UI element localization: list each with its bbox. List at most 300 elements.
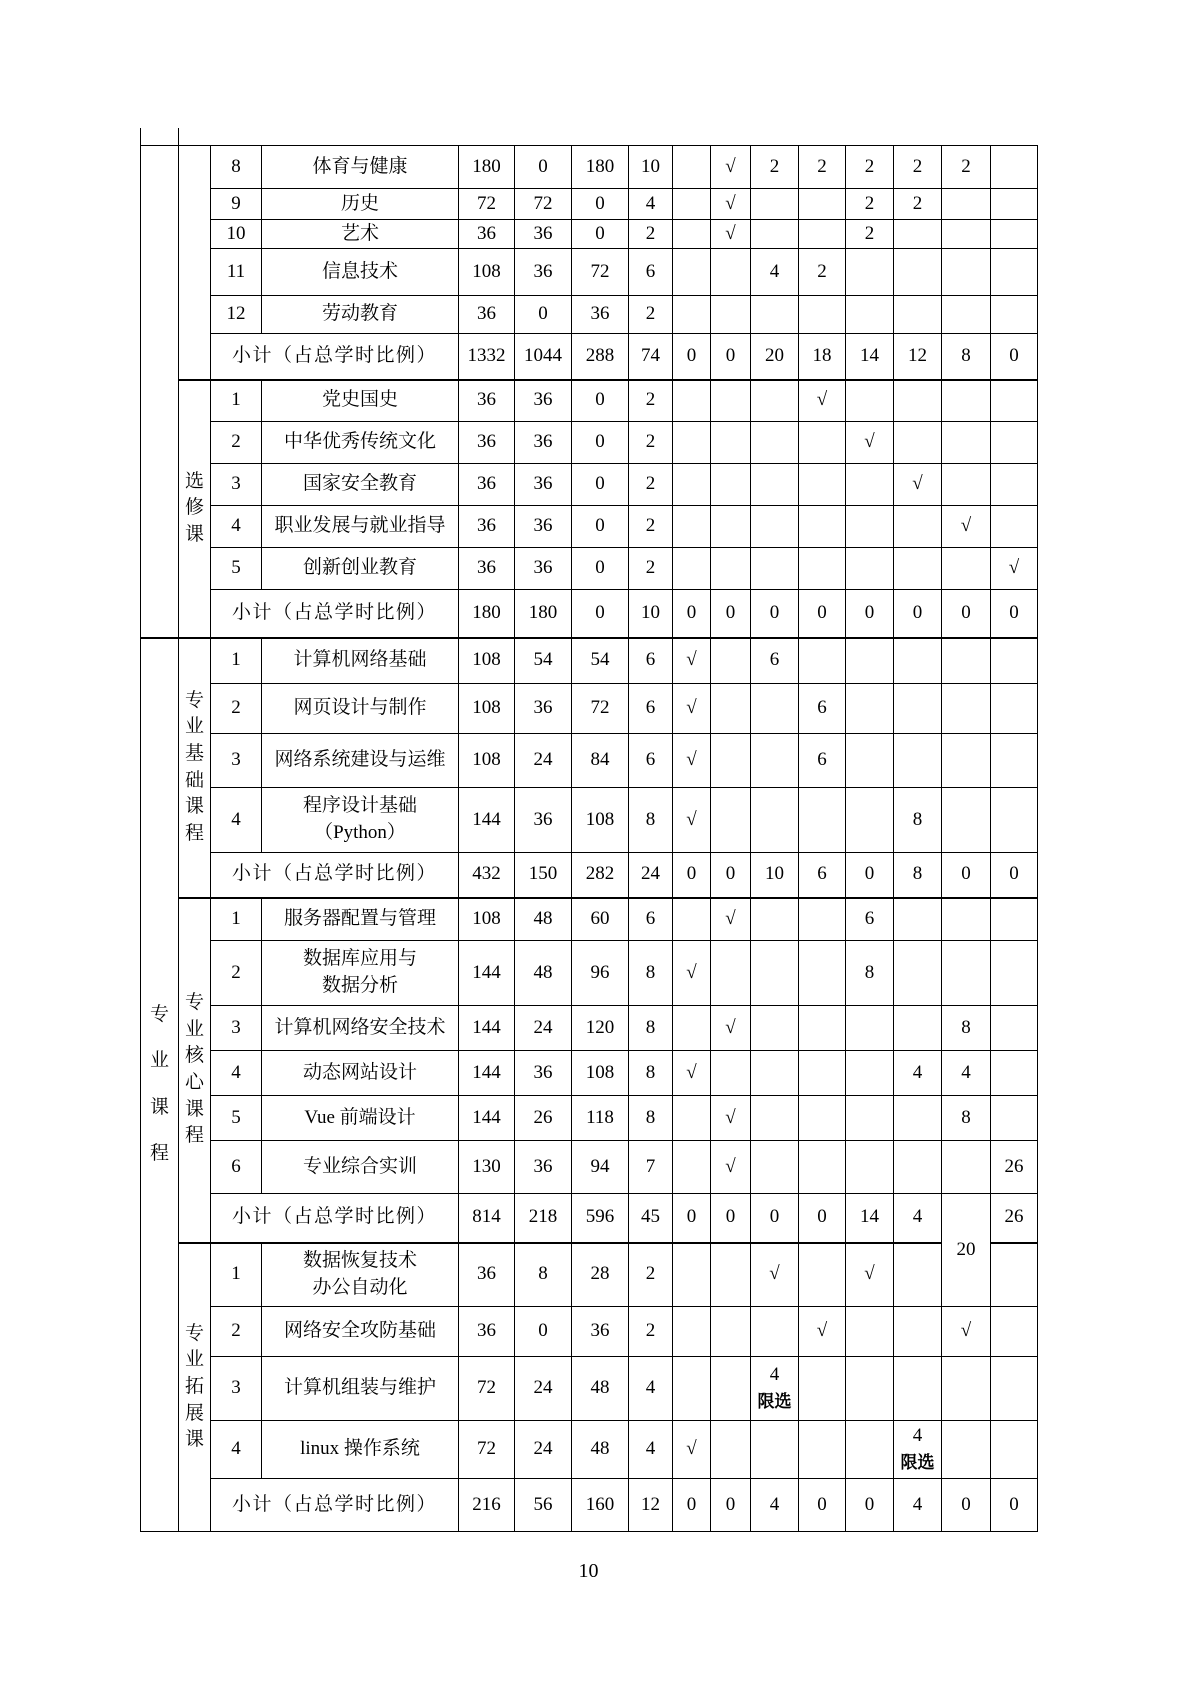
course-row [141, 788, 1038, 853]
practice-hours-cell: 84 [572, 734, 629, 788]
practice-hours-cell: 120 [572, 1006, 629, 1051]
credits-cell: 7 [629, 1141, 673, 1194]
semester-6-cell [991, 464, 1038, 506]
theory-hours-cell: 36 [515, 788, 572, 853]
nature-cell-professional-core-courses: 专 业 核 心 课 程 [179, 898, 211, 1243]
credits-cell: 8 [629, 788, 673, 853]
course-row [141, 249, 1038, 296]
semester-4-cell [894, 296, 942, 334]
assess-mark-cell: √ [711, 220, 751, 249]
semester-3-cell [846, 684, 894, 734]
semester-1-cell [751, 464, 799, 506]
credits-cell: 6 [629, 734, 673, 788]
semester-4-cell: 4 [894, 1051, 942, 1096]
credits-cell: 2 [629, 422, 673, 464]
course-row [141, 464, 1038, 506]
semester-2-cell [799, 941, 846, 1006]
semester-2-cell [799, 1051, 846, 1096]
semester-6-cell [991, 189, 1038, 220]
row-number-cell: 5 [211, 1096, 262, 1141]
practice-hours-cell: 36 [572, 1307, 629, 1357]
theory-hours-cell: 24 [515, 1006, 572, 1051]
total-hours-cell: 36 [459, 296, 515, 334]
subtotal-label-cell: 小计（占总学时比例） [211, 590, 459, 638]
exam-mark-cell [673, 1243, 711, 1307]
course-name-cell: 网络系统建设与运维 [262, 734, 459, 788]
exam-mark-cell [673, 506, 711, 548]
total-hours-cell: 36 [459, 506, 515, 548]
semester-6-cell: 26 [991, 1141, 1038, 1194]
semester-3-cell [846, 296, 894, 334]
theory-hours-cell: 218 [515, 1194, 572, 1243]
practice-hours-cell: 72 [572, 249, 629, 296]
assess-mark-cell [711, 1243, 751, 1307]
exam-mark-cell [673, 1006, 711, 1051]
semester-3-cell: 14 [846, 1194, 894, 1243]
practice-hours-cell: 48 [572, 1357, 629, 1421]
assess-mark-cell [711, 788, 751, 853]
course-row [141, 684, 1038, 734]
semester-5-cell: 4 [942, 1051, 991, 1096]
semester-5-cell [942, 734, 991, 788]
course-row [141, 1357, 1038, 1421]
semester-3-cell [846, 380, 894, 422]
semester-1-cell: 2 [751, 146, 799, 189]
credits-cell: 2 [629, 380, 673, 422]
semester-6-cell [991, 220, 1038, 249]
semester-1-cell [751, 1307, 799, 1357]
semester-5-cell [942, 1357, 991, 1421]
theory-hours-cell: 48 [515, 898, 572, 941]
semester-1-cell: 4 限选 [751, 1357, 799, 1421]
assess-mark-cell [711, 734, 751, 788]
assess-mark-cell [711, 249, 751, 296]
semester-1-cell: 6 [751, 638, 799, 684]
course-name-cell: 劳动教育 [262, 296, 459, 334]
semester-3-cell [846, 464, 894, 506]
nature-cell-professional-basic-courses: 专 业 基 础 课 程 [179, 638, 211, 898]
assess-mark-cell: √ [711, 1141, 751, 1194]
semester-2-cell [799, 1243, 846, 1307]
theory-hours-cell: 24 [515, 734, 572, 788]
semester-2-cell: 6 [799, 684, 846, 734]
semester-4-cell [894, 548, 942, 590]
subtotal-row [141, 1194, 1038, 1243]
semester-2-cell [799, 506, 846, 548]
semester-1-cell: √ [751, 1243, 799, 1307]
semester-5-cell [942, 422, 991, 464]
practice-hours-cell: 0 [572, 189, 629, 220]
total-hours-cell: 36 [459, 1307, 515, 1357]
theory-hours-cell: 36 [515, 220, 572, 249]
assess-mark-cell [711, 941, 751, 1006]
credits-cell: 45 [629, 1194, 673, 1243]
semester-2-cell [799, 220, 846, 249]
row-number-cell: 3 [211, 1357, 262, 1421]
semester-1-cell: 4 [751, 1479, 799, 1532]
semester-1-cell [751, 296, 799, 334]
semester-5-cell [942, 189, 991, 220]
semester-4-cell [894, 1307, 942, 1357]
total-hours-cell: 36 [459, 548, 515, 590]
course-row [141, 380, 1038, 422]
credits-cell: 2 [629, 1243, 673, 1307]
semester-5-cell: 8 [942, 334, 991, 380]
semester-2-cell [799, 464, 846, 506]
semester-6-cell [991, 296, 1038, 334]
total-hours-cell: 108 [459, 734, 515, 788]
practice-hours-cell: 36 [572, 296, 629, 334]
semester-6-cell: 0 [991, 590, 1038, 638]
course-row [141, 1243, 1038, 1307]
credits-cell: 4 [629, 189, 673, 220]
semester-4-cell [894, 220, 942, 249]
course-row [141, 189, 1038, 220]
course-name-cell: 历史 [262, 189, 459, 220]
course-name-cell: 数据库应用与 数据分析 [262, 941, 459, 1006]
semester-5-cell: 2 [942, 146, 991, 189]
semester-1-cell: 20 [751, 334, 799, 380]
semester-5-cell [942, 249, 991, 296]
semester-3-cell [846, 734, 894, 788]
semester-3-cell [846, 249, 894, 296]
semester-2-cell [799, 898, 846, 941]
exam-mark-cell: 0 [673, 853, 711, 898]
course-row [141, 638, 1038, 684]
practice-hours-cell: 0 [572, 464, 629, 506]
total-hours-cell: 144 [459, 1051, 515, 1096]
theory-hours-cell: 150 [515, 853, 572, 898]
semester-1-cell [751, 1141, 799, 1194]
credits-cell: 4 [629, 1357, 673, 1421]
semester-5-cell [942, 1141, 991, 1194]
practice-hours-cell: 0 [572, 422, 629, 464]
practice-hours-cell: 94 [572, 1141, 629, 1194]
assess-mark-cell: √ [711, 189, 751, 220]
credits-cell: 2 [629, 464, 673, 506]
row-number-cell: 2 [211, 1307, 262, 1357]
semester-6-cell [991, 941, 1038, 1006]
assess-mark-cell: √ [711, 898, 751, 941]
semester-1-cell [751, 548, 799, 590]
course-name-cell: 服务器配置与管理 [262, 898, 459, 941]
theory-hours-cell: 36 [515, 1141, 572, 1194]
semester-3-cell: 2 [846, 189, 894, 220]
semester-4-cell [894, 638, 942, 684]
semester-6-cell [991, 734, 1038, 788]
assess-mark-cell [711, 422, 751, 464]
semester-6-cell: 0 [991, 853, 1038, 898]
semester-4-cell [894, 684, 942, 734]
assess-mark-cell: √ [711, 1006, 751, 1051]
credits-cell: 8 [629, 1006, 673, 1051]
practice-hours-cell: 72 [572, 684, 629, 734]
theory-hours-cell: 54 [515, 638, 572, 684]
total-hours-cell: 72 [459, 1357, 515, 1421]
theory-hours-cell: 36 [515, 506, 572, 548]
practice-hours-cell: 0 [572, 548, 629, 590]
semester-3-cell [846, 1421, 894, 1479]
assess-mark-cell [711, 684, 751, 734]
total-hours-cell: 130 [459, 1141, 515, 1194]
course-row [141, 422, 1038, 464]
practice-hours-cell: 118 [572, 1096, 629, 1141]
row-number-cell: 10 [211, 220, 262, 249]
semester-6-cell [991, 380, 1038, 422]
total-hours-cell: 36 [459, 464, 515, 506]
theory-hours-cell: 36 [515, 422, 572, 464]
semester-6-cell [991, 1357, 1038, 1421]
row-number-cell: 6 [211, 1141, 262, 1194]
semester-3-cell [846, 1096, 894, 1141]
semester-5-cell [942, 684, 991, 734]
semester-2-cell [799, 189, 846, 220]
semester-2-cell: 0 [799, 1194, 846, 1243]
semester-3-cell [846, 1006, 894, 1051]
course-name-cell: 职业发展与就业指导 [262, 506, 459, 548]
semester-1-cell: 4 [751, 249, 799, 296]
practice-hours-cell: 596 [572, 1194, 629, 1243]
row-number-cell: 1 [211, 898, 262, 941]
practice-hours-cell: 160 [572, 1479, 629, 1532]
exam-mark-cell: √ [673, 1051, 711, 1096]
course-row [141, 1421, 1038, 1479]
semester-3-cell [846, 1051, 894, 1096]
semester-2-cell [799, 1357, 846, 1421]
exam-mark-cell [673, 464, 711, 506]
semester-3-cell [846, 788, 894, 853]
semester-5-cell: 0 [942, 1479, 991, 1532]
subtotal-label-cell: 小计（占总学时比例） [211, 853, 459, 898]
semester-2-cell [799, 422, 846, 464]
credits-cell: 6 [629, 898, 673, 941]
course-name-cell: 计算机组装与维护 [262, 1357, 459, 1421]
exam-mark-cell: 0 [673, 1479, 711, 1532]
credits-cell: 4 [629, 1421, 673, 1479]
theory-hours-cell: 24 [515, 1357, 572, 1421]
practice-hours-cell: 282 [572, 853, 629, 898]
semester-1-cell: 0 [751, 590, 799, 638]
semester-6-cell [991, 506, 1038, 548]
assess-mark-cell [711, 1421, 751, 1479]
nature-cell-elective-courses: 选 修 课 [179, 380, 211, 638]
row-number-cell: 11 [211, 249, 262, 296]
semester-4-cell: 4 限选 [894, 1421, 942, 1479]
practice-hours-cell: 0 [572, 380, 629, 422]
total-hours-cell: 108 [459, 638, 515, 684]
semester-6-cell: 0 [991, 1479, 1038, 1532]
practice-hours-cell: 0 [572, 590, 629, 638]
row-number-cell: 4 [211, 506, 262, 548]
assess-mark-cell [711, 638, 751, 684]
credits-cell: 6 [629, 638, 673, 684]
semester-1-cell: 0 [751, 1194, 799, 1243]
exam-mark-cell: √ [673, 941, 711, 1006]
total-hours-cell: 180 [459, 146, 515, 189]
assess-mark-cell [711, 1357, 751, 1421]
semester-3-cell [846, 506, 894, 548]
semester-6-cell: 26 [991, 1194, 1038, 1243]
nature-cell-professional-extension-courses: 专 业 拓 展 课 [179, 1243, 211, 1532]
practice-hours-cell: 288 [572, 334, 629, 380]
total-hours-cell: 180 [459, 590, 515, 638]
semester-6-cell [991, 249, 1038, 296]
course-name-cell: 专业综合实训 [262, 1141, 459, 1194]
assess-mark-cell: 0 [711, 334, 751, 380]
course-name-cell: 计算机网络安全技术 [262, 1006, 459, 1051]
semester-5-cell: √ [942, 1307, 991, 1357]
course-row [141, 734, 1038, 788]
semester-2-cell [799, 1006, 846, 1051]
exam-mark-cell [673, 898, 711, 941]
course-row [141, 1141, 1038, 1194]
semester-4-cell [894, 1357, 942, 1421]
assess-mark-cell: 0 [711, 1194, 751, 1243]
theory-hours-cell: 26 [515, 1096, 572, 1141]
semester-4-cell [894, 1096, 942, 1141]
semester-4-cell [894, 422, 942, 464]
semester-1-cell [751, 189, 799, 220]
total-hours-cell: 432 [459, 853, 515, 898]
semester-6-cell [991, 1307, 1038, 1357]
semester-1-cell [751, 1051, 799, 1096]
course-name-cell: 动态网站设计 [262, 1051, 459, 1096]
semester-2-cell: 0 [799, 590, 846, 638]
assess-mark-cell: √ [711, 1096, 751, 1141]
practice-hours-cell: 0 [572, 506, 629, 548]
semester-2-cell: √ [799, 1307, 846, 1357]
total-hours-cell: 36 [459, 1243, 515, 1307]
theory-hours-cell: 48 [515, 941, 572, 1006]
course-name-cell: 程序设计基础 （Python） [262, 788, 459, 853]
semester-5-cell: 0 [942, 590, 991, 638]
row-number-cell: 1 [211, 380, 262, 422]
semester-3-cell: √ [846, 422, 894, 464]
theory-hours-cell: 36 [515, 548, 572, 590]
practice-hours-cell: 0 [572, 220, 629, 249]
semester-4-cell: 8 [894, 788, 942, 853]
semester-4-cell: 4 [894, 1194, 942, 1243]
course-name-cell: 网页设计与制作 [262, 684, 459, 734]
semester-6-cell [991, 638, 1038, 684]
semester-3-cell: 0 [846, 1479, 894, 1532]
row-number-cell: 2 [211, 422, 262, 464]
semester-5-cell [942, 788, 991, 853]
semester-6-cell [991, 1421, 1038, 1479]
practice-hours-cell: 96 [572, 941, 629, 1006]
assess-mark-cell: 0 [711, 853, 751, 898]
total-hours-cell: 108 [459, 684, 515, 734]
semester-4-cell: √ [894, 464, 942, 506]
practice-hours-cell: 60 [572, 898, 629, 941]
row-number-cell: 8 [211, 146, 262, 189]
semester-6-cell [991, 146, 1038, 189]
semester-3-cell [846, 638, 894, 684]
course-row [141, 506, 1038, 548]
practice-hours-cell: 48 [572, 1421, 629, 1479]
semester-2-cell: 0 [799, 1479, 846, 1532]
total-hours-cell: 108 [459, 249, 515, 296]
exam-mark-cell: √ [673, 734, 711, 788]
assess-mark-cell [711, 380, 751, 422]
table-edge-stub-left [140, 128, 141, 145]
course-row [141, 1096, 1038, 1141]
assess-mark-cell: 0 [711, 590, 751, 638]
exam-mark-cell [673, 189, 711, 220]
exam-mark-cell: √ [673, 788, 711, 853]
theory-hours-cell: 180 [515, 590, 572, 638]
theory-hours-cell: 0 [515, 1307, 572, 1357]
theory-hours-cell: 36 [515, 380, 572, 422]
course-name-cell: 信息技术 [262, 249, 459, 296]
semester-4-cell [894, 941, 942, 1006]
assess-mark-cell [711, 296, 751, 334]
semester-3-cell: 0 [846, 590, 894, 638]
semester-3-cell: 8 [846, 941, 894, 1006]
semester-5-cell [942, 941, 991, 1006]
page-number: 10 [578, 1560, 599, 1582]
semester-4-cell: 2 [894, 146, 942, 189]
theory-hours-cell: 36 [515, 1051, 572, 1096]
semester-2-cell [799, 638, 846, 684]
semester-4-cell [894, 1141, 942, 1194]
semester-5-cell: √ [942, 506, 991, 548]
exam-mark-cell: 0 [673, 590, 711, 638]
course-row [141, 941, 1038, 1006]
semester-1-cell [751, 1421, 799, 1479]
total-hours-cell: 216 [459, 1479, 515, 1532]
semester-2-cell [799, 296, 846, 334]
exam-mark-cell [673, 220, 711, 249]
semester-3-cell [846, 1307, 894, 1357]
assess-mark-cell: 0 [711, 1479, 751, 1532]
semester-1-cell [751, 1096, 799, 1141]
semester-5-cell [942, 1421, 991, 1479]
credits-cell: 2 [629, 220, 673, 249]
exam-mark-cell [673, 1357, 711, 1421]
theory-hours-cell: 0 [515, 296, 572, 334]
exam-mark-cell [673, 296, 711, 334]
total-hours-cell: 814 [459, 1194, 515, 1243]
exam-mark-cell: √ [673, 684, 711, 734]
semester-5-cell [942, 296, 991, 334]
exam-mark-cell [673, 249, 711, 296]
semester-1-cell [751, 734, 799, 788]
credits-cell: 24 [629, 853, 673, 898]
practice-hours-cell: 108 [572, 1051, 629, 1096]
semester-2-cell [799, 548, 846, 590]
theory-hours-cell: 1044 [515, 334, 572, 380]
theory-hours-cell: 8 [515, 1243, 572, 1307]
credits-cell: 8 [629, 1051, 673, 1096]
theory-hours-cell: 36 [515, 684, 572, 734]
limited-elective-tag: 限选 [757, 1391, 792, 1411]
credits-cell: 10 [629, 146, 673, 189]
semester-5-cell [942, 380, 991, 422]
practice-hours-cell: 108 [572, 788, 629, 853]
assess-mark-cell [711, 1307, 751, 1357]
course-name-cell: linux 操作系统 [262, 1421, 459, 1479]
credits-cell: 2 [629, 506, 673, 548]
total-hours-cell: 72 [459, 1421, 515, 1479]
semester-3-cell: √ [846, 1243, 894, 1307]
semester-6-cell [991, 422, 1038, 464]
semester-3-cell: 2 [846, 146, 894, 189]
credits-cell: 6 [629, 249, 673, 296]
semester-2-cell: 2 [799, 249, 846, 296]
course-row [141, 1307, 1038, 1357]
subtotal-label-cell: 小计（占总学时比例） [211, 1479, 459, 1532]
